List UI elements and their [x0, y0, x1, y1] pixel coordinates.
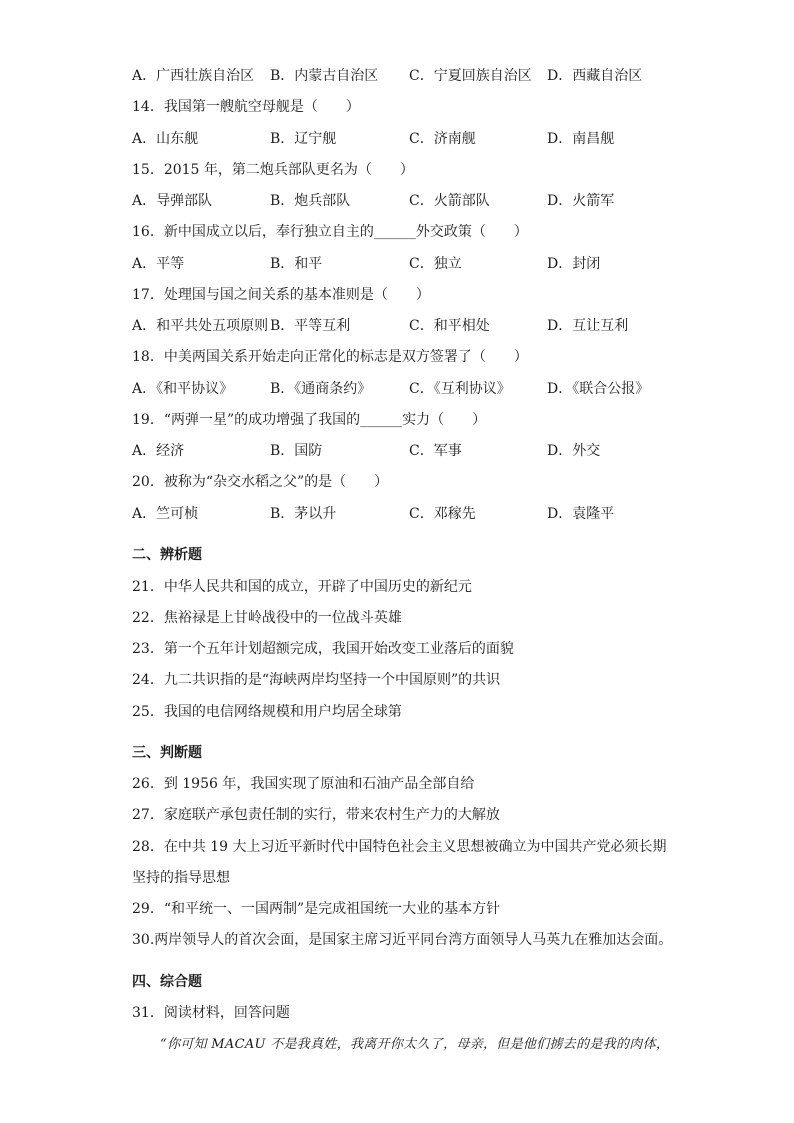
q16-text: 16．新中国成立以后，奉行独立自主的______外交政策（ ） — [132, 224, 528, 240]
q16-option-a: A．平等 — [132, 256, 185, 272]
q20-option-a: A．竺可桢 — [132, 506, 199, 522]
q25-text: 25．我国的电信网络规模和用户均居全球第 — [132, 704, 402, 720]
q16-option-d: D．封闭 — [547, 256, 601, 272]
q21-text: 21．中华人民共和国的成立，开辟了中国历史的新纪元 — [132, 579, 472, 595]
q18-text: 18．中美两国关系开始走向正常化的标志是双方签署了（ ） — [132, 349, 528, 365]
q14-option-c: C．济南舰 — [409, 131, 476, 147]
q17-option-a: A．和平共处五项原则 — [132, 318, 269, 334]
q19-option-b: B．国防 — [270, 443, 323, 459]
q15-option-b: B．炮兵部队 — [270, 193, 351, 209]
q26-text: 26．到 1956 年，我国实现了原油和石油产品全部自给 — [132, 776, 475, 792]
q13-option-d: D．西藏自治区 — [547, 68, 643, 84]
section2-heading: 二、辨析题 — [132, 547, 202, 563]
q13-option-c: C．宁夏回族自治区 — [409, 68, 532, 84]
q24-text: 24．九二共识指的是“海峡两岸均坚持一个中国原则”的共识 — [132, 672, 501, 688]
q31-text: 31．阅读材料，回答问题 — [132, 1005, 290, 1021]
q20-option-b: B．茅以升 — [270, 506, 337, 522]
q15-option-a: A．导弹部队 — [132, 193, 213, 209]
q19-option-a: A．经济 — [132, 443, 185, 459]
q14-option-b: B．辽宁舰 — [270, 131, 337, 147]
q14-option-d: D．南昌舰 — [547, 131, 615, 147]
q18-option-b: B．《通商条约》 — [270, 381, 372, 397]
q15-option-d: D．火箭军 — [547, 193, 615, 209]
q31-quote: “你可知 MACAU 不是我真姓，我离开你太久了，母亲，但是他们掳去的是我的肉体， — [160, 1037, 670, 1052]
q30-text: 30.两岸领导人的首次会面，是国家主席习近平同台湾方面领导人马英九在雅加达会面。 — [132, 932, 673, 948]
q13-option-a: A．广西壮族自治区 — [132, 68, 255, 84]
q17-option-d: D．互让互利 — [547, 318, 629, 334]
q18-option-d: D．《联合公报》 — [547, 381, 650, 397]
q23-text: 23．第一个五年计划超额完成，我国开始改变工业落后的面貌 — [132, 641, 514, 657]
q22-text: 22．焦裕禄是上甘岭战役中的一位战斗英雄 — [132, 610, 402, 626]
q19-text: 19．“两弹一星”的成功增强了我国的______实力（ ） — [132, 412, 487, 428]
section3-heading: 三、判断题 — [132, 745, 202, 761]
q27-text: 27．家庭联产承包责任制的实行，带来农村生产力的大解放 — [132, 807, 500, 823]
q15-option-c: C．火箭部队 — [409, 193, 490, 209]
q19-option-c: C．军事 — [409, 443, 462, 459]
q28-text: 28．在中共 19 大上习近平新时代中国特色社会主义思想被确立为中国共产党必须长期 — [132, 839, 667, 855]
q14-text: 14．我国第一艘航空母舰是（ ） — [132, 99, 360, 115]
q17-option-b: B．平等互利 — [270, 318, 351, 334]
q18-option-c: C．《互利协议》 — [409, 381, 511, 397]
q20-text: 20．被称为“杂交水稻之父”的是（ ） — [132, 474, 389, 490]
q20-option-c: C．邓稼先 — [409, 506, 476, 522]
q19-option-d: D．外交 — [547, 443, 601, 459]
q16-option-c: C．独立 — [409, 256, 462, 272]
q29-text: 29．“和平统一、一国两制”是完成祖国统一大业的基本方针 — [132, 901, 501, 917]
q17-text: 17．处理国与国之间关系的基本准则是（ ） — [132, 287, 430, 303]
q15-text: 15．2015 年，第二炮兵部队更名为（ ） — [132, 162, 414, 178]
q20-option-d: D．袁隆平 — [547, 506, 615, 522]
q28-text-continued: 坚持的指导思想 — [132, 870, 230, 886]
q14-option-a: A．山东舰 — [132, 131, 199, 147]
q17-option-c: C．和平相处 — [409, 318, 490, 334]
q18-option-a: A．《和平协议》 — [132, 381, 234, 397]
q13-option-b: B．内蒙古自治区 — [270, 68, 379, 84]
q16-option-b: B．和平 — [270, 256, 323, 272]
section4-heading: 四、综合题 — [132, 974, 202, 990]
